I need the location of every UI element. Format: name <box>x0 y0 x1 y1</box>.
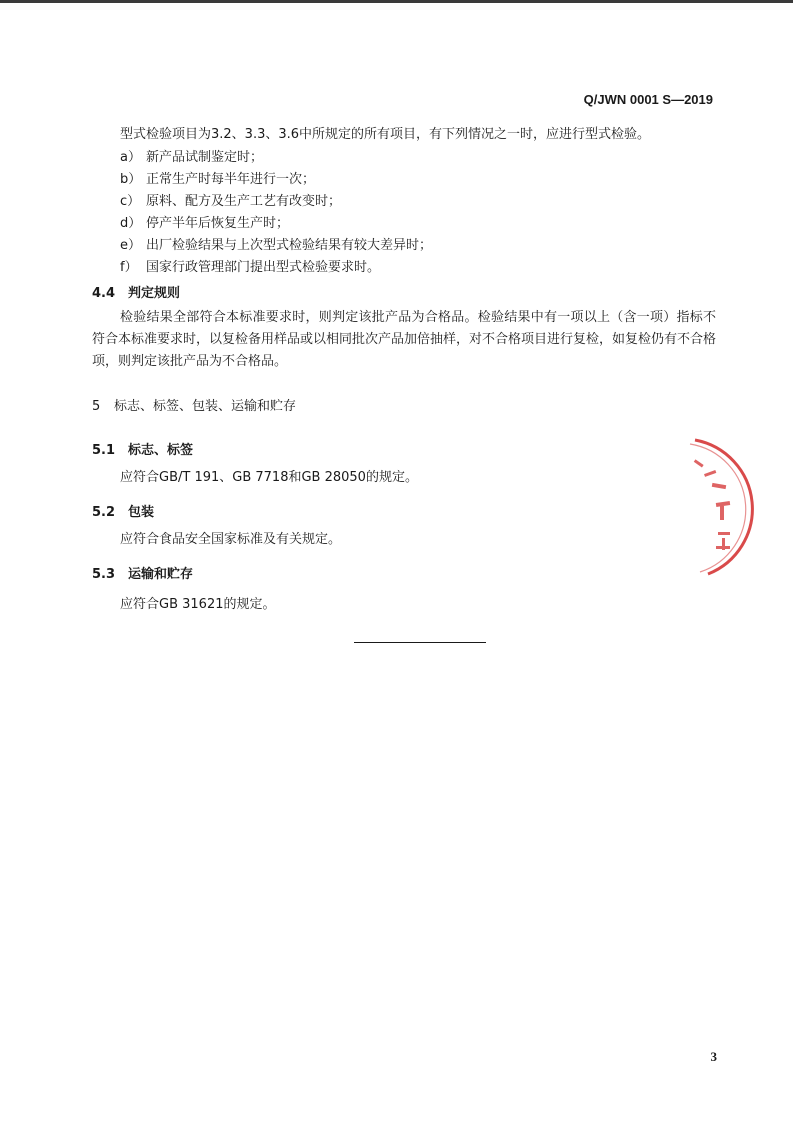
section-title: 包装 <box>128 505 155 520</box>
judgement-rules-paragraph: 检验结果全部符合本标准要求时，则判定该批产品为合格品。检验结果中有一项以上（含一项）指标不符合本标准要求时，以复检备用样品或以相同批次产品加倍抽样，对不合格项目进行复检，如复检仍有不合格项，则判定该批产品为不合格品。 <box>92 310 717 369</box>
transport-storage-text: 应符合GB 31621的规定。 <box>120 597 276 612</box>
list-item-label: b） <box>120 172 142 187</box>
page-number: 3 <box>710 1049 717 1064</box>
list-item <box>120 190 341 209</box>
section-number: 5.2 <box>92 505 116 520</box>
list-item-label: d） <box>120 216 142 231</box>
list-item-text: 国家行政管理部门提出型式检验要求时。 <box>146 260 381 275</box>
list-item <box>120 146 263 165</box>
section-title: 判定规则 <box>128 286 181 301</box>
list-item-text: 停产半年后恢复生产时； <box>146 216 290 231</box>
list-item-label: a） <box>120 150 141 165</box>
red-seal-stamp <box>660 432 760 582</box>
list-item <box>120 168 315 187</box>
list-item-label: c） <box>120 194 141 209</box>
section-heading-5-2 <box>92 501 154 520</box>
section-title: 标志、标签、包装、运输和贮存 <box>114 399 297 414</box>
list-item-text: 新产品试制鉴定时； <box>146 150 264 165</box>
section-number: 4.4 <box>92 286 116 301</box>
section-heading-5-1 <box>92 439 193 458</box>
section-number: 5 <box>92 399 101 414</box>
end-of-document-rule <box>354 642 486 643</box>
labeling-text: 应符合GB/T 191、GB 7718和GB 28050的规定。 <box>120 470 418 485</box>
list-item <box>120 234 432 253</box>
section-heading-5-3 <box>92 563 193 582</box>
section-heading-5 <box>92 395 296 414</box>
document-code: Q/JWN 0001 S—2019 <box>583 92 713 107</box>
list-item-text: 出厂检验结果与上次型式检验结果有较大差异时； <box>146 238 433 253</box>
section-heading-4-4 <box>92 282 180 301</box>
section-title: 运输和贮存 <box>128 567 194 582</box>
packaging-text: 应符合食品安全国家标准及有关规定。 <box>120 532 342 547</box>
type-inspection-intro: 型式检验项目为3.2、3.3、3.6中所规定的所有项目，有下列情况之一时，应进行型式检验。 <box>120 127 651 142</box>
section-number: 5.1 <box>92 443 116 458</box>
list-item-text: 原料、配方及生产工艺有改变时； <box>146 194 342 209</box>
section-title: 标志、标签 <box>128 443 194 458</box>
scan-top-edge <box>0 0 793 3</box>
list-item <box>120 212 289 231</box>
list-item-label: f） <box>120 260 138 275</box>
list-item-text: 正常生产时每半年进行一次； <box>146 172 316 187</box>
list-item <box>120 256 380 275</box>
list-item-label: e） <box>120 238 141 253</box>
section-number: 5.3 <box>92 567 116 582</box>
